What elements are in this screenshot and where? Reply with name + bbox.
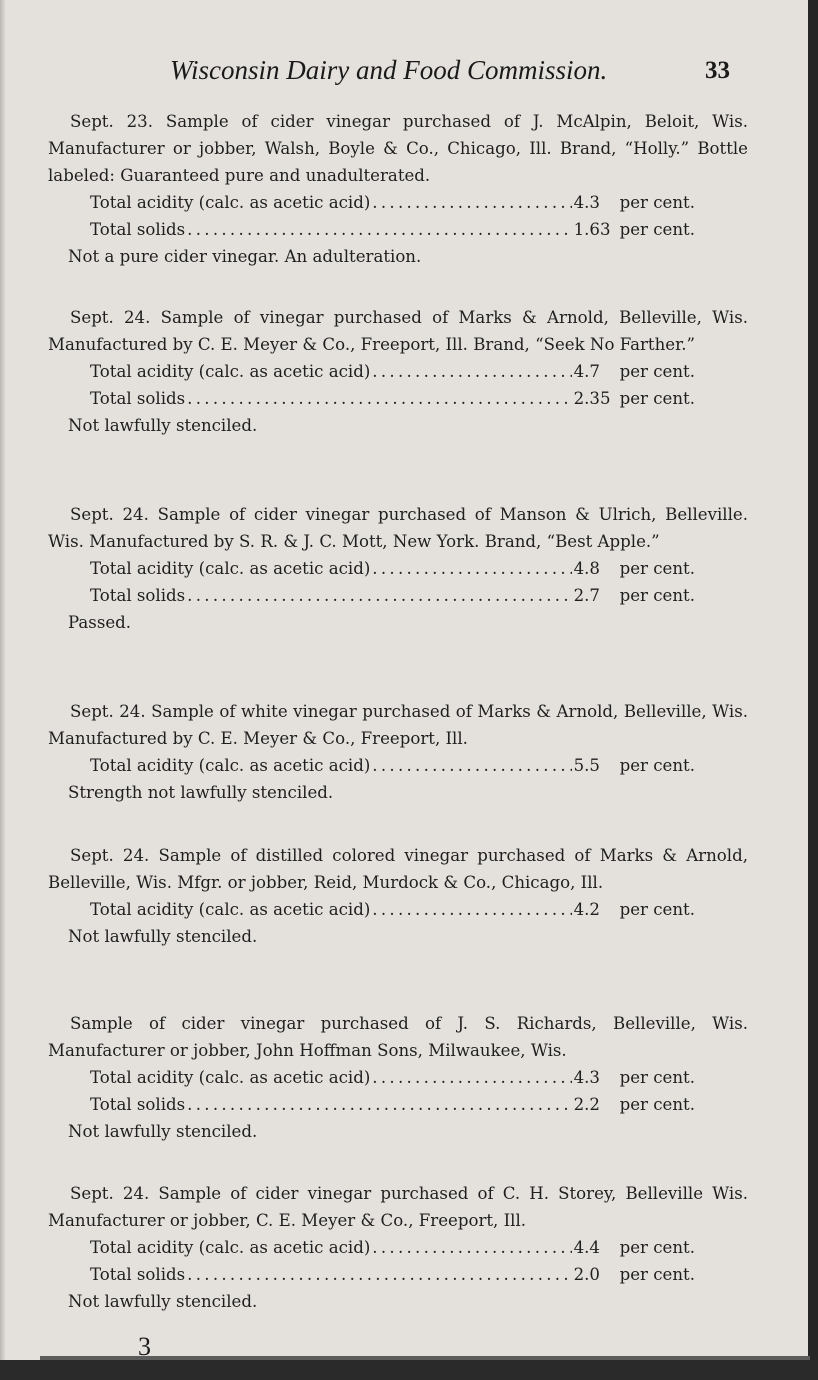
page-bottom-edge	[0, 1360, 818, 1380]
entry-description: Sept. 24. Sample of vinegar purchased of Marks & Arnold, Belleville, Wis. Manufactured by C. E. Meyer & Co., Freeport, Ill. Brand, “Seek No Farther.”	[48, 308, 748, 354]
entry-verdict: Not lawfully stenciled.	[68, 1292, 258, 1311]
vinegar-sample-entry	[48, 842, 748, 950]
dot-leader	[372, 1064, 571, 1091]
measurement-row	[90, 555, 695, 582]
measurement-unit: per cent.	[619, 389, 695, 408]
measurement-label: Total acidity (calc. as acetic acid)	[90, 559, 371, 578]
measurement-value: 2.2	[573, 1095, 600, 1114]
measurement-value: 2.35	[573, 389, 611, 408]
entry-verdict: Not lawfully stenciled.	[68, 1122, 258, 1141]
dot-leader	[187, 1261, 571, 1288]
measurement-value: 2.0	[573, 1265, 600, 1284]
measurement-label: Total acidity (calc. as acetic acid)	[90, 193, 371, 212]
dot-leader	[372, 896, 571, 923]
vinegar-sample-entry	[48, 501, 748, 636]
measurement-label: Total acidity (calc. as acetic acid)	[90, 362, 371, 381]
measurement-row	[90, 752, 695, 779]
measurement-unit: per cent.	[619, 586, 695, 605]
measurement-row	[90, 1064, 695, 1091]
measurement-value: 5.5	[573, 756, 600, 775]
running-head-title: Wisconsin Dairy and Food Commission.	[170, 55, 608, 85]
vinegar-sample-entry	[48, 1010, 748, 1145]
entry-verdict: Strength not lawfully stenciled.	[68, 783, 334, 802]
dot-leader	[372, 555, 571, 582]
entry-description: Sample of cider vinegar purchased of J. S. Richards, Belleville, Wis. Manufacturer or jobber, John Hoffman Sons, Milwaukee, Wis.	[48, 1014, 748, 1060]
dot-leader	[187, 216, 571, 243]
entry-description: Sept. 24. Sample of cider vinegar purchased of Manson & Ulrich, Belleville. Wis. Manufactured by S. R. & J. C. Mott, New York. Brand, “Best Apple.”	[48, 505, 748, 551]
vinegar-sample-entry	[48, 108, 748, 270]
dot-leader	[187, 385, 571, 412]
entry-description: Sept. 24. Sample of distilled colored vinegar purchased of Marks & Arnold, Belleville, Wis. Mfgr. or jobber, Reid, Murdock & Co., Chicago, Ill.	[48, 846, 748, 892]
measurement-row	[90, 189, 695, 216]
measurement-label: Total solids	[90, 1095, 186, 1114]
measurement-row	[90, 1091, 695, 1118]
measurement-unit: per cent.	[619, 1265, 695, 1284]
measurement-unit: per cent.	[619, 1095, 695, 1114]
measurement-row	[90, 358, 695, 385]
entry-verdict: Passed.	[68, 613, 132, 632]
measurement-value: 4.8	[573, 559, 600, 578]
vinegar-sample-entry	[48, 1180, 748, 1315]
measurement-value: 4.4	[573, 1238, 600, 1257]
dot-leader	[372, 189, 571, 216]
measurement-unit: per cent.	[619, 900, 695, 919]
dot-leader	[372, 1234, 571, 1261]
dot-leader	[187, 1091, 571, 1118]
entry-verdict: Not lawfully stenciled.	[68, 416, 258, 435]
entry-description: Sept. 24. Sample of white vinegar purchased of Marks & Arnold, Belleville, Wis. Manufactured by C. E. Meyer & Co., Freeport, Ill.	[48, 702, 748, 748]
measurement-row	[90, 896, 695, 923]
measurement-value: 1.63	[573, 220, 611, 239]
measurement-row	[90, 1234, 695, 1261]
entry-verdict: Not lawfully stenciled.	[68, 927, 258, 946]
measurement-label: Total solids	[90, 586, 186, 605]
signature-mark: 3	[138, 1332, 151, 1361]
entry-description: Sept. 24. Sample of cider vinegar purchased of C. H. Storey, Belleville Wis. Manufacturer or jobber, C. E. Meyer & Co., Freeport, Ill.	[48, 1184, 748, 1230]
measurement-unit: per cent.	[619, 1068, 695, 1087]
entry-description: Sept. 23. Sample of cider vinegar purchased of J. McAlpin, Beloit, Wis. Manufacturer or jobber, Walsh, Boyle & Co., Chicago, Ill. Brand, “Holly.” Bottle labeled: Guaranteed pure and unadulterated.	[48, 112, 748, 185]
measurement-unit: per cent.	[619, 193, 695, 212]
measurement-value: 4.3	[573, 1068, 600, 1087]
entry-verdict: Not a pure cider vinegar. An adulteration.	[68, 247, 422, 266]
measurement-row	[90, 216, 695, 243]
vinegar-sample-entry	[48, 698, 748, 806]
measurement-row	[90, 582, 695, 609]
measurement-label: Total solids	[90, 389, 186, 408]
measurement-unit: per cent.	[619, 559, 695, 578]
measurement-label: Total acidity (calc. as acetic acid)	[90, 756, 371, 775]
measurement-label: Total acidity (calc. as acetic acid)	[90, 900, 371, 919]
page-right-edge	[808, 0, 818, 1380]
measurement-value: 4.3	[573, 193, 600, 212]
measurement-value: 4.2	[573, 900, 600, 919]
measurement-unit: per cent.	[619, 362, 695, 381]
measurement-unit: per cent.	[619, 220, 695, 239]
measurement-row	[90, 1261, 695, 1288]
page-number: 33	[705, 57, 730, 84]
page-gutter-shadow	[0, 0, 6, 1360]
vinegar-sample-entry	[48, 304, 748, 439]
measurement-label: Total acidity (calc. as acetic acid)	[90, 1238, 371, 1257]
dot-leader	[187, 582, 571, 609]
measurement-row	[90, 385, 695, 412]
dot-leader	[372, 752, 571, 779]
measurement-label: Total solids	[90, 220, 186, 239]
measurement-label: Total acidity (calc. as acetic acid)	[90, 1068, 371, 1087]
measurement-unit: per cent.	[619, 756, 695, 775]
measurement-value: 2.7	[573, 586, 600, 605]
dot-leader	[372, 358, 571, 385]
measurement-unit: per cent.	[619, 1238, 695, 1257]
measurement-label: Total solids	[90, 1265, 186, 1284]
measurement-value: 4.7	[573, 362, 600, 381]
